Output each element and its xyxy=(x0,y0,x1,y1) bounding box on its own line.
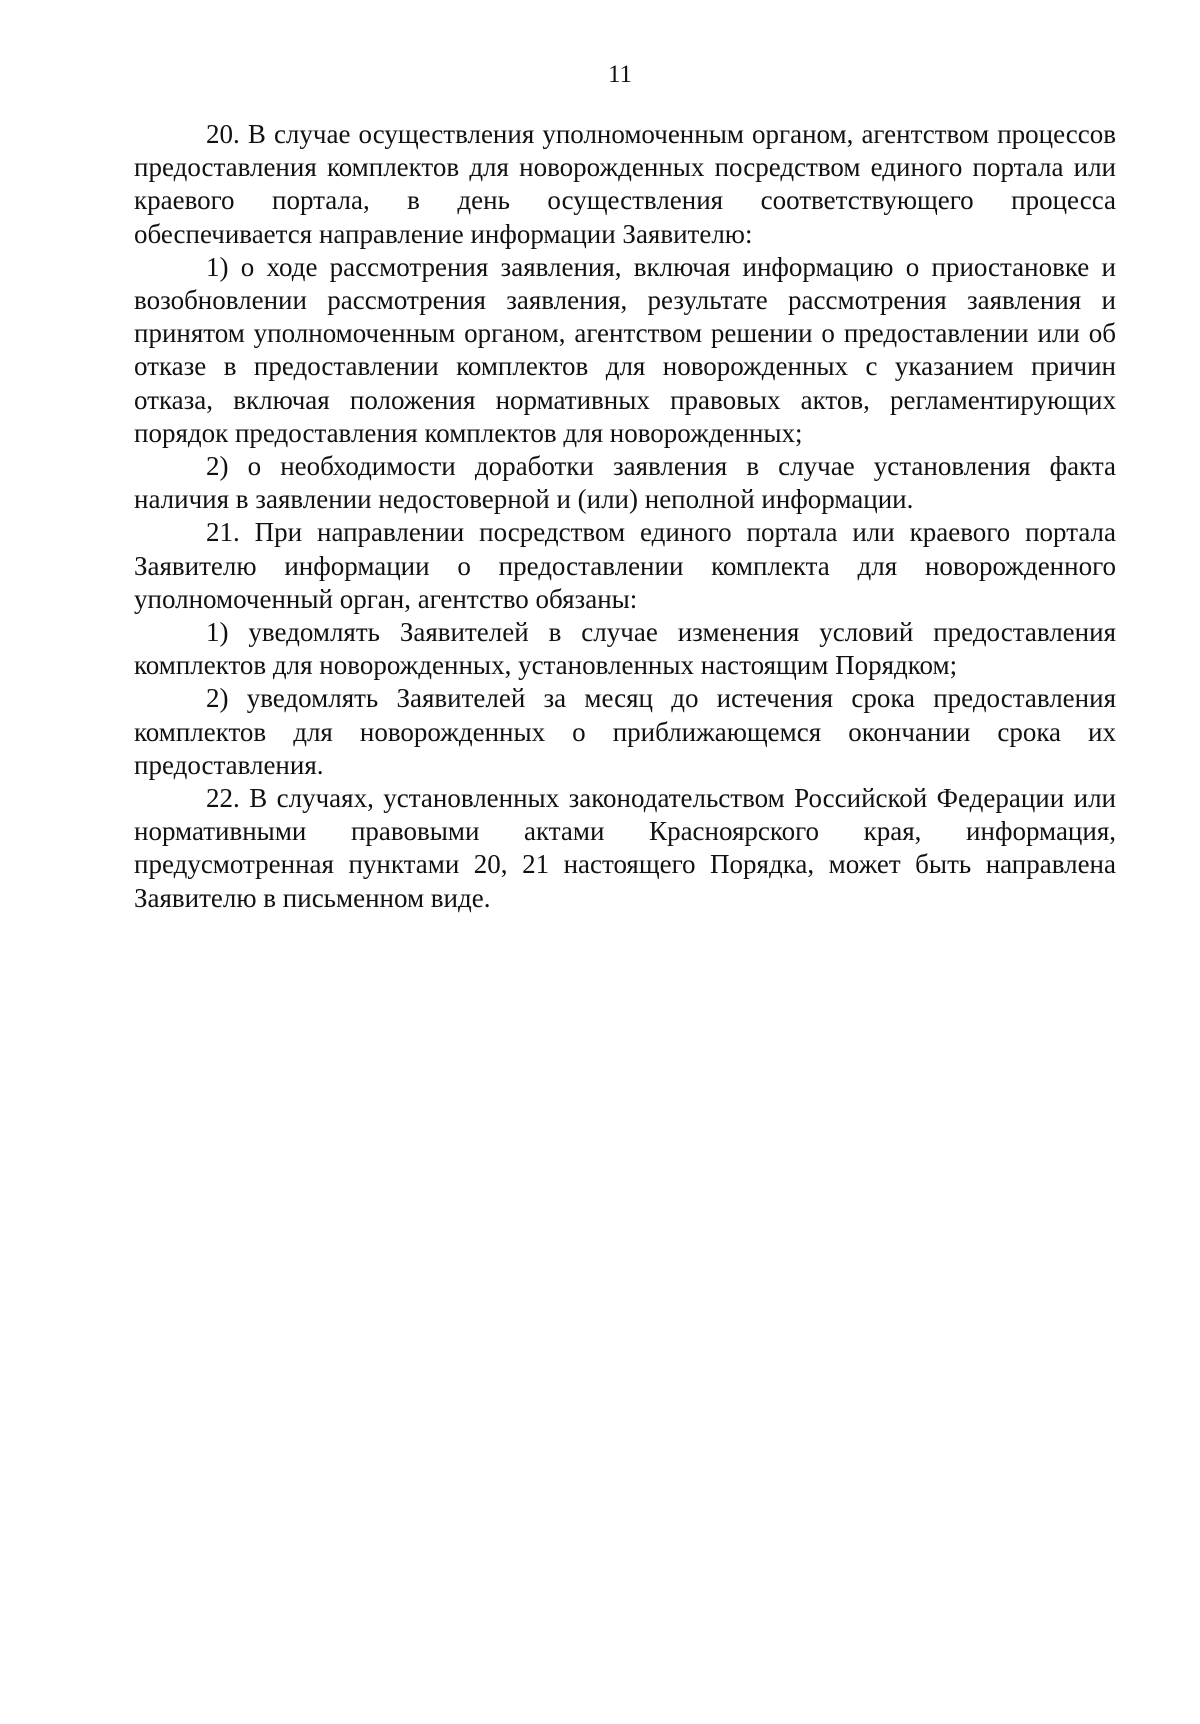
document-body xyxy=(134,118,1116,915)
paragraph-21: 21. При направлении посредством единого портала или краевого портала Заявителю информации о предоставлении комплекта для новорожденного уполномоченный орган, агентство обязаны: xyxy=(134,517,1116,614)
paragraph-20-item-2: 2) о необходимости доработки заявления в случае установления факта наличия в заявлении недостоверной и (или) неполной информации. xyxy=(134,451,1116,515)
paragraph-20-item-1: 1) о ходе рассмотрения заявления, включая информацию о приостановке и возобновлении рассмотрения заявления, результате рассмотрения заявления и принятом уполномоченным органом, агентством решении о предоставлении или об отказе в предоставлении комплектов для новорожденных с указанием причин отказа, включая положения нормативных правовых актов, регламентирующих порядок предоставления комплектов для новорожденных; xyxy=(134,251,1116,448)
paragraph-20: 20. В случае осуществления уполномоченным органом, агентством процессов предоставления комплектов для новорожденных посредством единого портала или краевого портала, в день осуществления соответствующего процесса обеспечивается направление информации Заявителю: xyxy=(134,119,1116,249)
paragraph-21-item-2: 2) уведомлять Заявителей за месяц до истечения срока предоставления комплектов для новорожденных о приближающемся окончании срока их предоставления. xyxy=(134,683,1116,780)
paragraph-21-item-1: 1) уведомлять Заявителей в случае изменения условий предоставления комплектов для новорожденных, установленных настоящим Порядком; xyxy=(134,617,1116,681)
page-number: 11 xyxy=(607,61,633,88)
paragraph-22: 22. В случаях, установленных законодательством Российской Федерации или нормативными правовыми актами Красноярского края, информация, предусмотренная пунктами 20, 21 настоящего Порядка, может быть направлена Заявителю в письменном виде. xyxy=(134,783,1116,913)
